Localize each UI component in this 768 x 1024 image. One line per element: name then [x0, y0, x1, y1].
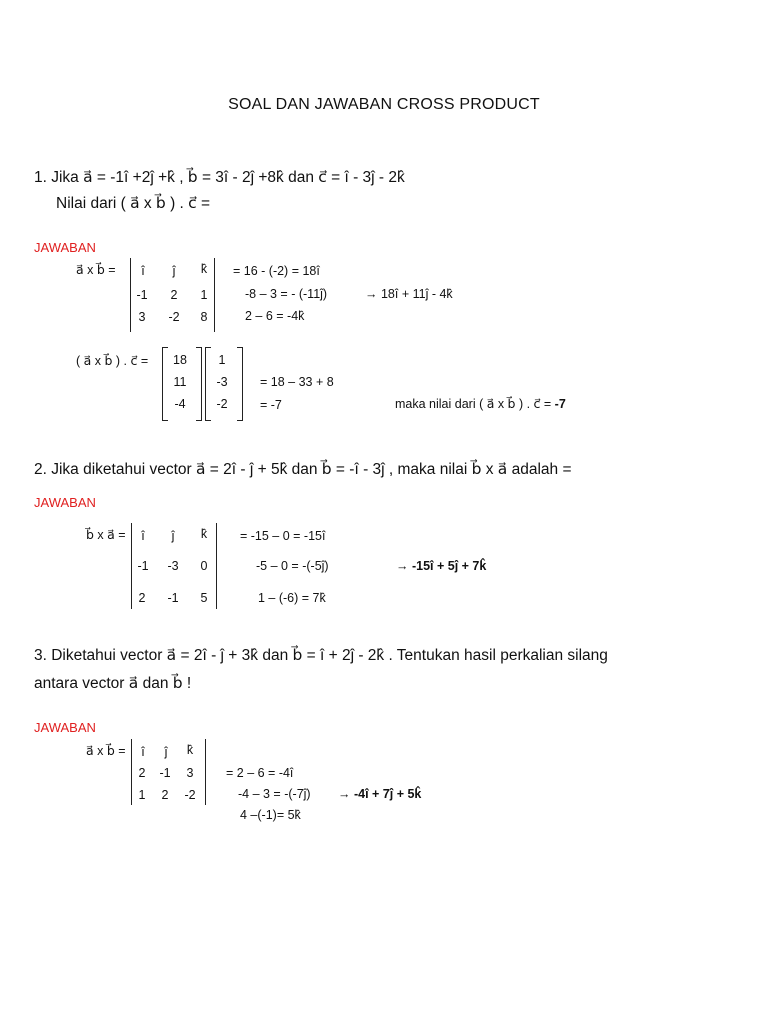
step-2-i: = -15 – 0 = -15î	[240, 529, 326, 543]
matrix-2-cell: k̂	[200, 527, 208, 541]
matrix-2-cell: 5	[200, 591, 208, 605]
matrix-2-cell: 2	[138, 591, 146, 605]
column-2-cell: -3	[216, 375, 228, 389]
matrix-3-cell: 3	[186, 766, 194, 780]
det-2-left-bar	[131, 523, 132, 609]
matrix-1-cell: î	[141, 264, 145, 278]
result-1: → 18î + 11ĵ - 4k̂	[365, 287, 453, 301]
step-1-k: 2 – 6 = -4k̂	[245, 309, 305, 323]
matrix-2-cell: -1	[137, 559, 149, 573]
cross-1-label: a⃗ x b⃗ =	[76, 263, 116, 277]
column-1-cell: -4	[174, 397, 186, 411]
column-2-cell: 1	[218, 353, 226, 367]
matrix-2-cell: 0	[200, 559, 208, 573]
step-1-j: -8 – 3 = - (-11ĵ)	[245, 287, 328, 301]
result-2: → -15î + 5ĵ + 7k̂	[396, 559, 487, 573]
matrix-1-cell: ĵ	[172, 264, 176, 278]
answer-1-label: JAWABAN	[34, 240, 96, 255]
cross-2-label: b⃗ x a⃗ =	[86, 528, 126, 542]
question-1-subtext: Nilai dari ( a⃗ x b⃗ ) . c⃗ =	[56, 195, 211, 212]
cross-3-label: a⃗ x b⃗ =	[86, 744, 126, 758]
step-2-k: 1 – (-6) = 7k̂	[258, 591, 326, 605]
matrix-2-cell: -3	[167, 559, 179, 573]
final-answer-1-value: -7	[554, 397, 566, 411]
det-1-left-bar	[130, 258, 131, 332]
matrix-3-cell: k̂	[186, 743, 194, 757]
matrix-1-cell: 3	[138, 310, 146, 324]
result-3: → -4î + 7ĵ + 5k̂	[338, 787, 422, 801]
dot-step-1: = 18 – 33 + 8	[260, 375, 334, 389]
det-3-left-bar	[131, 739, 132, 805]
matrix-3-cell: 2	[161, 788, 169, 802]
col-1-right-bracket	[196, 347, 202, 421]
step-3-i: = 2 – 6 = -4î	[226, 766, 294, 780]
matrix-1-cell: 2	[170, 288, 178, 302]
dot-step-2: = -7	[260, 398, 282, 412]
final-answer-1	[395, 396, 566, 411]
det-1-right-bar	[214, 258, 215, 332]
step-3-j: -4 – 3 = -(-7ĵ)	[238, 787, 311, 801]
column-2-cell: -2	[216, 397, 228, 411]
det-3-right-bar	[205, 739, 206, 805]
answer-2-label: JAWABAN	[34, 495, 96, 510]
question-3-subtext: antara vector a⃗ dan b⃗ !	[34, 675, 192, 692]
question-3-text: 3. Diketahui vector a⃗ = 2î - ĵ + 3k̂ dan b⃗ = î + 2ĵ - 2k̂ . Tentukan hasil perkalian silang	[34, 647, 608, 664]
matrix-3-cell: -1	[159, 766, 171, 780]
column-1-cell: 18	[173, 353, 187, 367]
step-3-k: 4 –(-1)= 5k̂	[240, 808, 301, 822]
matrix-1-cell: 8	[200, 310, 208, 324]
answer-3-label: JAWABAN	[34, 720, 96, 735]
matrix-1-cell: -2	[168, 310, 180, 324]
step-1-i: = 16 - (-2) = 18î	[233, 264, 320, 278]
matrix-3-cell: -2	[184, 788, 196, 802]
matrix-1-cell: k̂	[200, 262, 208, 276]
final-answer-1-prefix: maka nilai dari ( a⃗ x b⃗ ) . c⃗ =	[395, 397, 555, 411]
matrix-1-cell: 1	[200, 288, 208, 302]
matrix-3-cell: î	[141, 745, 145, 759]
question-1-text: 1. Jika a⃗ = -1î +2ĵ +k̂ , b⃗ = 3î - 2ĵ +8k̂ dan c⃗ = î - 3ĵ - 2k̂	[34, 169, 405, 186]
matrix-2-cell: ĵ	[171, 529, 175, 543]
page-title: SOAL DAN JAWABAN CROSS PRODUCT	[228, 96, 540, 113]
step-2-j: -5 – 0 = -(-5ĵ)	[256, 559, 329, 573]
question-2-text: 2. Jika diketahui vector a⃗ = 2î - ĵ + 5k̂ dan b⃗ = -î - 3ĵ , maka nilai b⃗ x a⃗ adalah =	[34, 461, 572, 478]
matrix-2-cell: -1	[167, 591, 179, 605]
matrix-3-cell: 2	[138, 766, 146, 780]
dot-1-label: ( a⃗ x b⃗ ) . c⃗ =	[76, 354, 149, 368]
col-2-right-bracket	[237, 347, 243, 421]
column-1-cell: 11	[173, 375, 187, 389]
matrix-3-cell: 1	[138, 788, 146, 802]
matrix-2-cell: î	[141, 529, 145, 543]
matrix-3-cell: ĵ	[164, 745, 168, 759]
matrix-1-cell: -1	[136, 288, 148, 302]
det-2-right-bar	[216, 523, 217, 609]
